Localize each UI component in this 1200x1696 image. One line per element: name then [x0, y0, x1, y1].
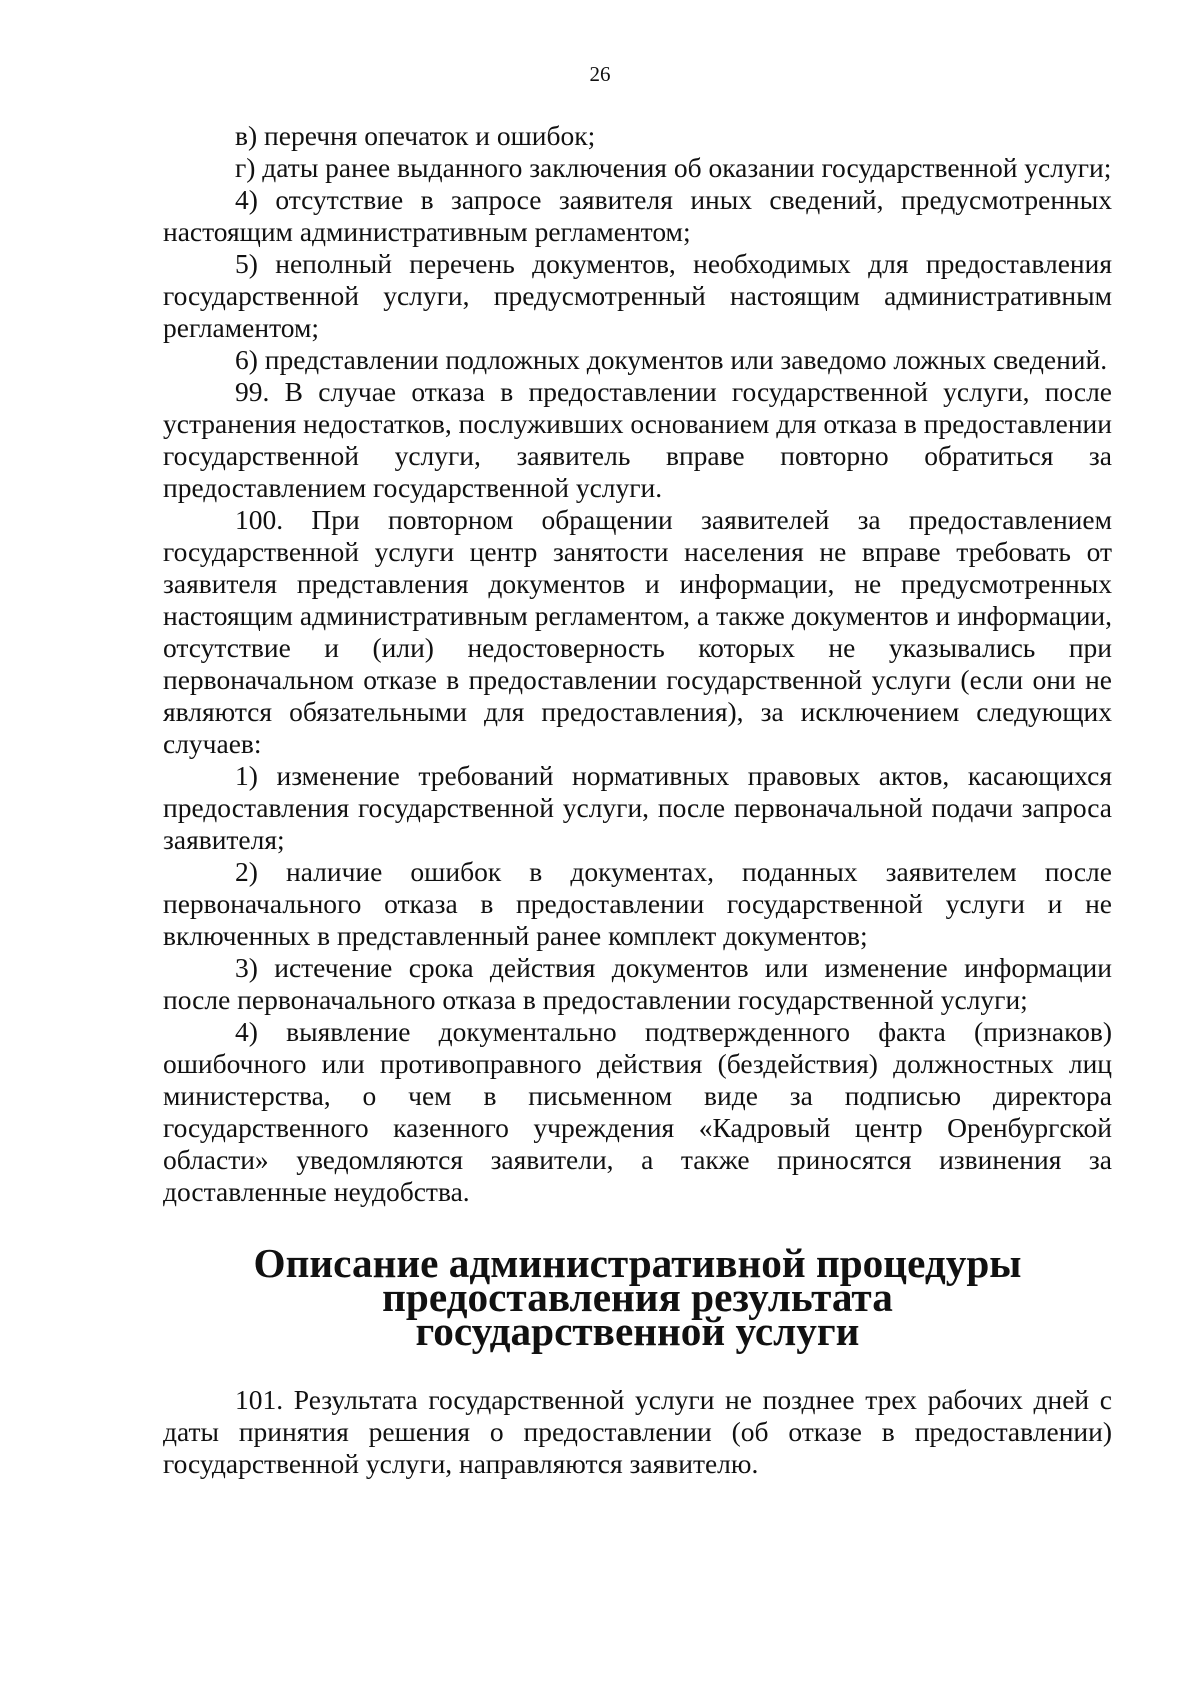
- paragraph-99: 99. В случае отказа в предоставлении государственной услуги, после устранения недостатков, послуживших основанием для отказа в предоставлении государственной услуги, заявитель вправе повторно обратиться за предоставлением государственной услуги.: [163, 376, 1112, 503]
- section-heading: [163, 1240, 1112, 1354]
- paragraph-item-4: 4) отсутствие в запросе заявителя иных сведений, предусмотренных настоящим административным регламентом;: [163, 184, 1112, 247]
- paragraph-item-6: 6) представлении подложных документов или заведомо ложных сведений.: [235, 344, 1108, 375]
- paragraph-item-5: 5) неполный перечень документов, необходимых для предоставления государственной услуги, предусмотренный настоящим административным регламентом;: [163, 248, 1112, 343]
- paragraph-100-item-3: 3) истечение срока действия документов или изменение информации после первоначального отказа в предоставлении государственной услуги;: [163, 952, 1112, 1015]
- page-number: 26: [589, 62, 611, 86]
- paragraph-100-item-2: 2) наличие ошибок в документах, поданных заявителем после первоначального отказа в предоставлении государственной услуги и не включенных в представленный ранее комплект документов;: [163, 856, 1112, 951]
- paragraph-100: 100. При повторном обращении заявителей за предоставлением государственной услуги центр занятости населения не вправе требовать от заявителя представления документов и информации, не предусмотренных настоящим административным регламентом, а также документов и информации, отсутствие и (или) недостоверность которых не указывались при первоначальном отказе в предоставлении государственной услуги (если они не являются обязательными для предоставления), за исключением следующих случаев:: [163, 504, 1112, 759]
- paragraph-item-g: г) даты ранее выданного заключения об оказании государственной услуги;: [235, 152, 1112, 183]
- paragraph-100-item-4: 4) выявление документально подтвержденного факта (признаков) ошибочного или противоправного действия (бездействия) должностных лиц министерства, о чем в письменном виде за подписью директора государственного казенного учреждения «Кадровый центр Оренбургской области» уведомляются заявители, а также приносятся извинения за доставленные неудобства.: [163, 1016, 1112, 1207]
- paragraph-101: 101. Результата государственной услуги не позднее трех рабочих дней с даты принятия решения о предоставлении (об отказе в предоставлении) государственной услуги, направляются заявителю.: [163, 1384, 1112, 1479]
- section-heading-line-1: Описание административной процедуры предоставления результата: [253, 1240, 1022, 1320]
- section-heading-line-2: государственной услуги: [415, 1308, 860, 1354]
- document-body: [163, 120, 1112, 1480]
- paragraph-100-item-1: 1) изменение требований нормативных правовых актов, касающихся предоставления государственной услуги, после первоначальной подачи запроса заявителя;: [163, 760, 1112, 855]
- paragraph-item-v: в) перечня опечаток и ошибок;: [235, 120, 596, 151]
